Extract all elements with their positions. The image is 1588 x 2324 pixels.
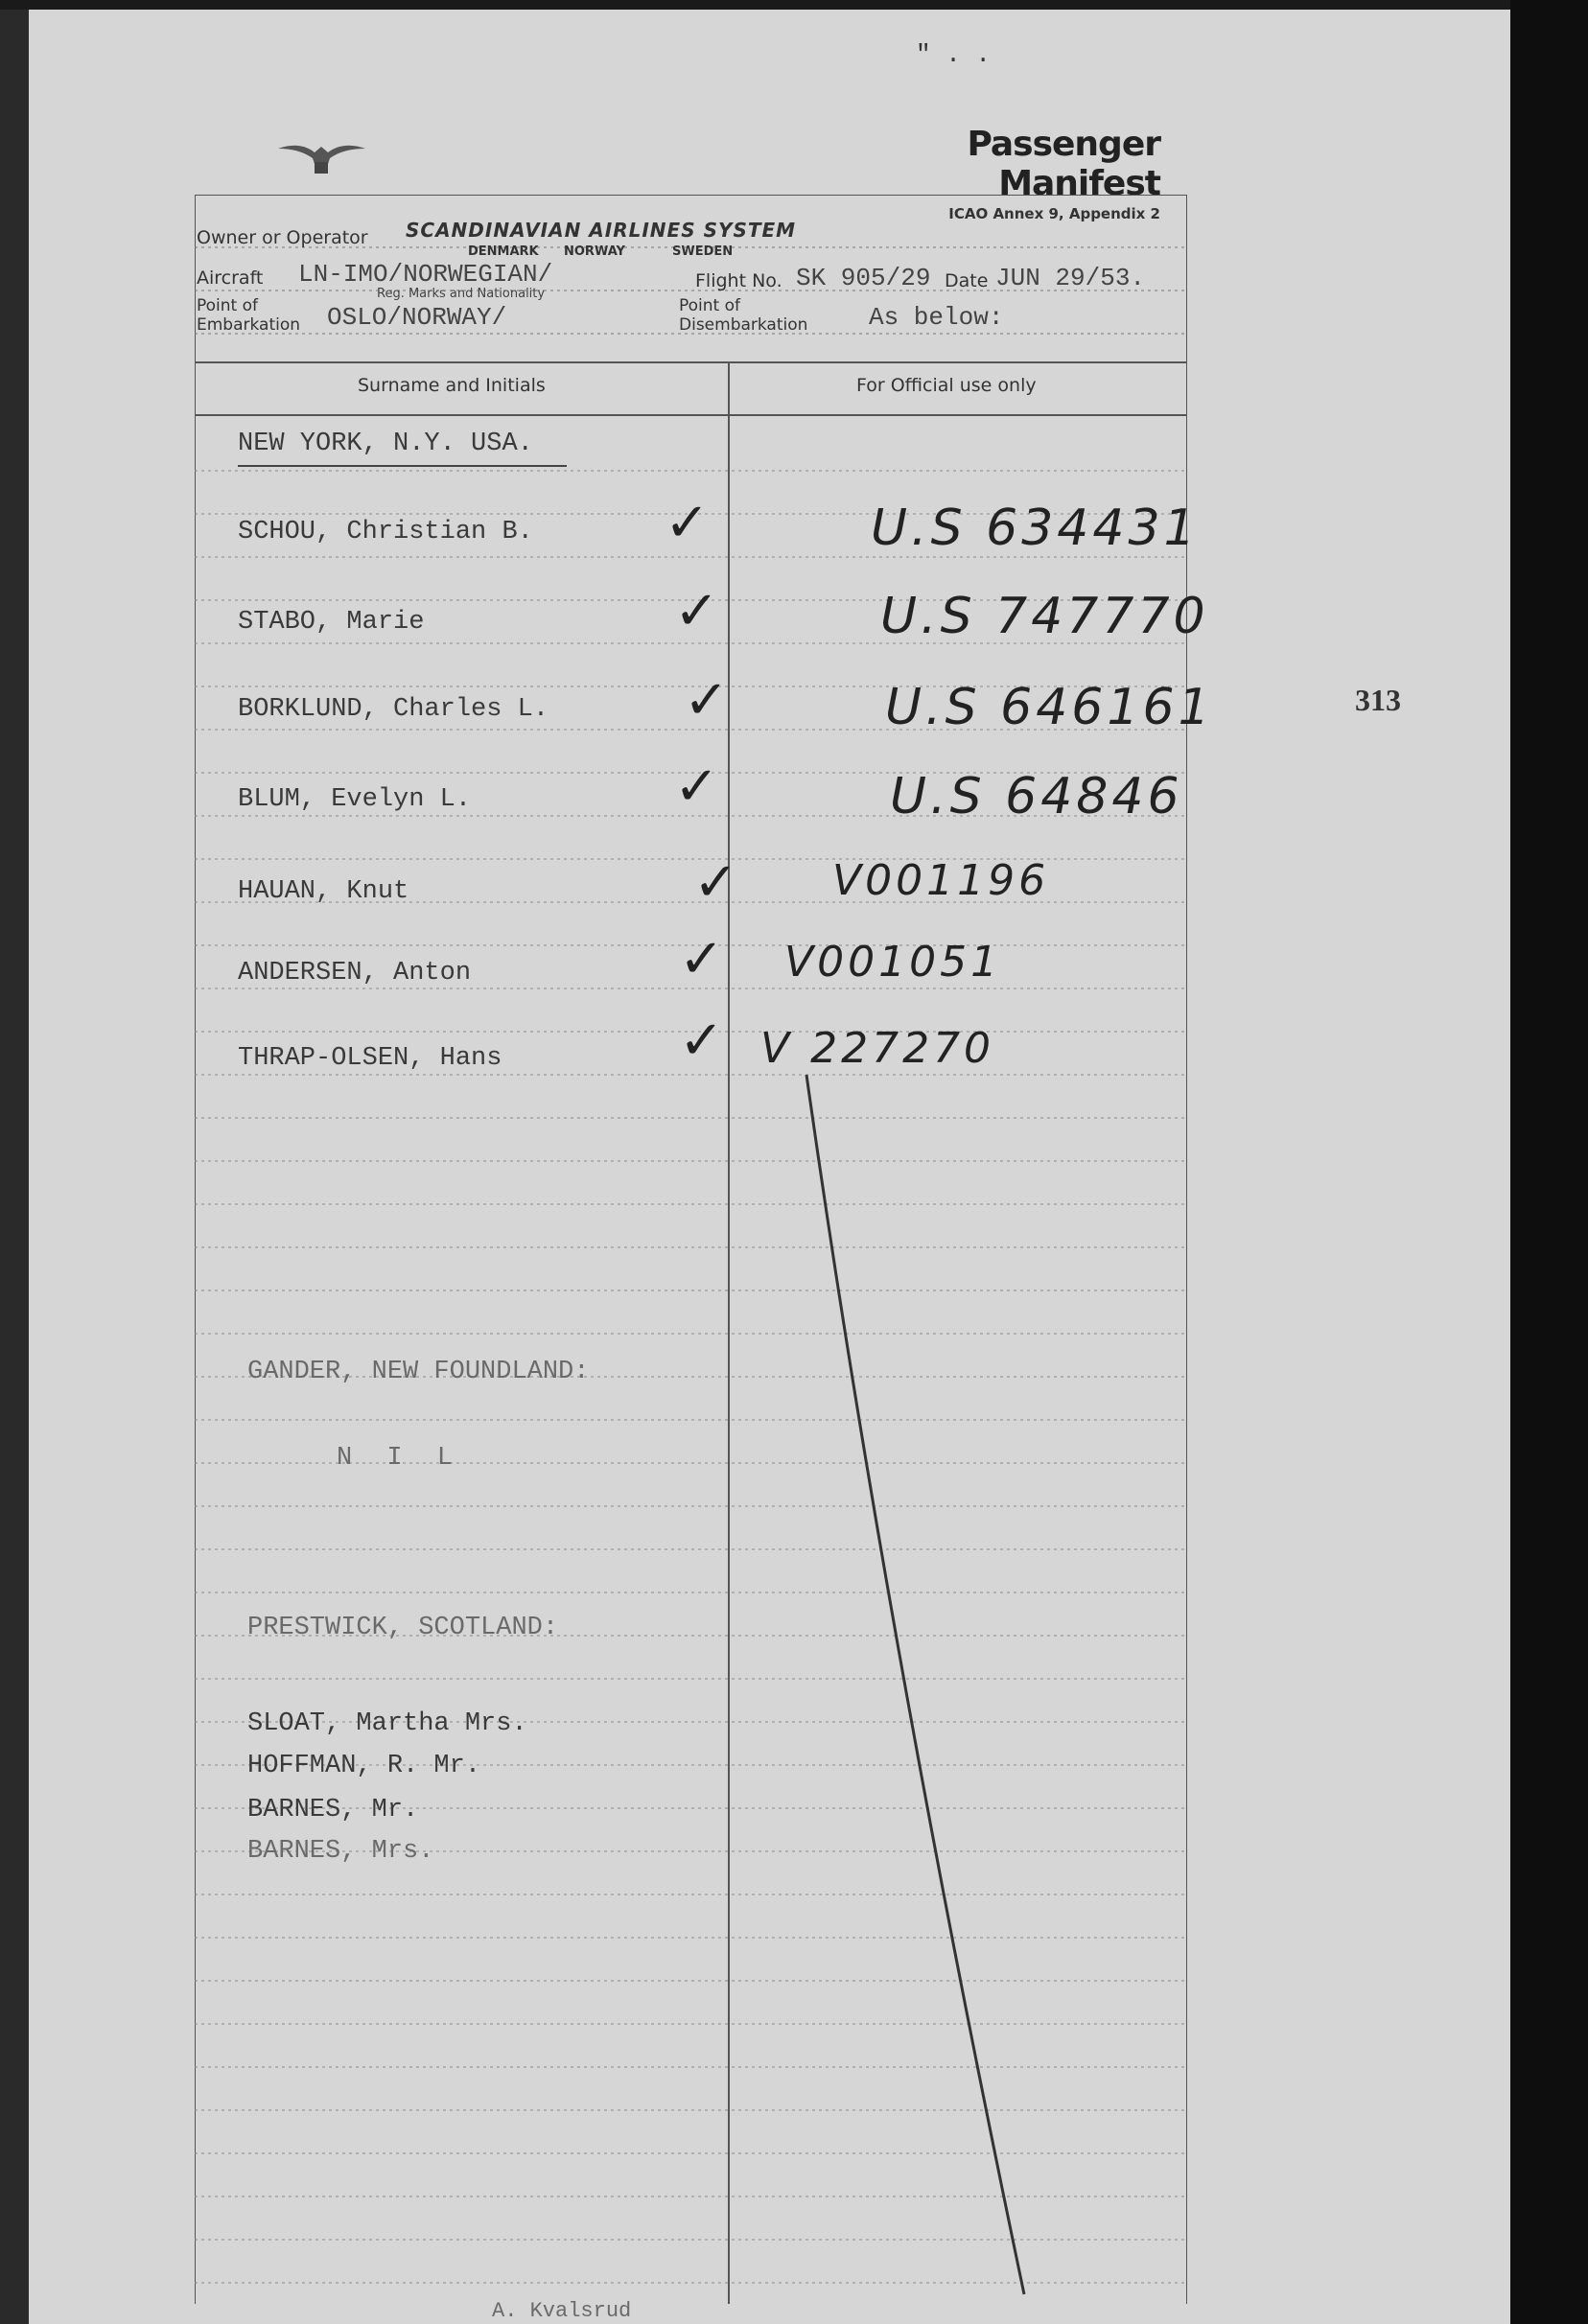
- official-entry: V001196: [832, 856, 1050, 905]
- document-subtitle: ICAO Annex 9, Appendix 2: [948, 205, 1160, 222]
- manifest-form: [195, 195, 1214, 2323]
- section-heading-prestwick: PRESTWICK, SCOTLAND:: [247, 1614, 559, 1642]
- official-entry: U.S 64846: [890, 768, 1183, 825]
- airline-logo-icon: [276, 139, 367, 177]
- flight-label: Flight No.: [695, 270, 782, 291]
- passenger-name: BORKLUND, Charles L.: [238, 695, 549, 724]
- official-entry: V001051: [784, 938, 1002, 987]
- scan-top-edge: [0, 0, 1588, 10]
- owner-label: Owner or Operator: [197, 227, 368, 248]
- scan-right-edge: [1510, 0, 1588, 2324]
- column-header-surname: Surname and Initials: [358, 375, 546, 396]
- embark-label-2: Embarkation: [197, 315, 301, 335]
- passenger-name: SLOAT, Martha Mrs.: [247, 1709, 527, 1738]
- date-label: Date: [945, 270, 989, 291]
- aircraft-label: Aircraft: [197, 267, 264, 289]
- check-mark: ✓: [693, 851, 738, 914]
- top-mark: " . .: [916, 40, 992, 69]
- official-entry: V 227270: [760, 1024, 995, 1073]
- official-entry: U.S 747770: [880, 588, 1209, 645]
- check-mark: ✓: [679, 1010, 724, 1072]
- date-value: JUN 29/53.: [995, 264, 1146, 292]
- check-mark: ✓: [674, 755, 719, 818]
- passenger-name: BARNES, Mrs.: [247, 1837, 434, 1866]
- column-header-official: For Official use only: [856, 375, 1037, 396]
- country-denmark: DENMARK: [468, 244, 539, 259]
- official-entry: U.S 634431: [871, 500, 1200, 557]
- disembark-label-2: Disembarkation: [679, 315, 808, 335]
- disembark-label-1: Point of: [679, 296, 740, 315]
- passenger-name: BARNES, Mr.: [247, 1796, 419, 1824]
- check-mark: ✓: [679, 928, 724, 990]
- page-number: 313: [1355, 683, 1401, 717]
- check-mark: ✓: [665, 492, 710, 554]
- country-sweden: SWEDEN: [672, 244, 734, 259]
- disembark-value: As below:: [869, 303, 1004, 332]
- passenger-name: HAUAN, Knut: [238, 877, 409, 906]
- flight-value: SK 905/29: [796, 264, 931, 292]
- owner-value: SCANDINAVIAN AIRLINES SYSTEM: [406, 219, 797, 242]
- section-heading-gander: GANDER, NEW FOUNDLAND:: [247, 1358, 590, 1386]
- passenger-name: THRAP-OLSEN, Hans: [238, 1044, 502, 1073]
- aircraft-value: LN-IMO/NORWEGIAN/: [298, 260, 553, 289]
- section-heading-new-york: NEW YORK, N.Y. USA.: [238, 430, 533, 458]
- official-entry: U.S 646161: [885, 679, 1214, 736]
- hand-drawn-stroke: [195, 195, 1187, 2304]
- document-title: Passenger Manifest: [967, 125, 1160, 203]
- passenger-name: BLUM, Evelyn L.: [238, 785, 472, 814]
- passenger-name: ANDERSEN, Anton: [238, 959, 472, 988]
- embark-value: OSLO/NORWAY/: [327, 303, 507, 332]
- embark-label-1: Point of: [197, 296, 258, 315]
- country-norway: NORWAY: [564, 244, 625, 259]
- aircraft-note: Reg. Marks and Nationality: [377, 287, 546, 301]
- check-mark: ✓: [684, 669, 729, 732]
- check-mark: ✓: [674, 580, 719, 642]
- section-note-nil: N I L: [337, 1444, 463, 1473]
- passenger-name: SCHOU, Christian B.: [238, 518, 533, 546]
- passenger-name: HOFFMAN, R. Mr.: [247, 1752, 481, 1780]
- passenger-name: STABO, Marie: [238, 608, 425, 637]
- footer-fragment: A. Kvalsrud: [492, 2299, 632, 2323]
